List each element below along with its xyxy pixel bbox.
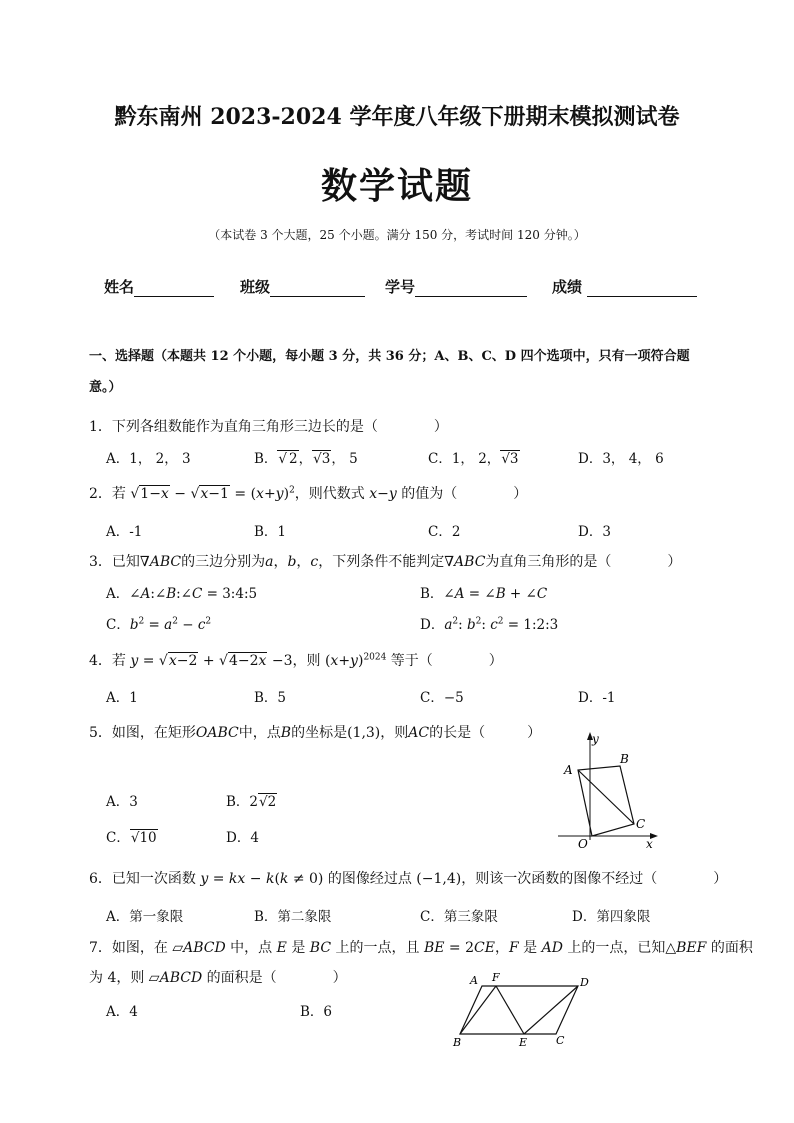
exam-note: （本试卷 3 个大题，25 个小题。满分 150 分，考试时间 120 分钟。） (208, 228, 586, 242)
question-5-stem: 5．如图，在矩形OABC中，点B的坐标是(1,3)，则AC的长是（ ） (89, 725, 542, 741)
name-label: 姓名 (104, 278, 135, 296)
q1-option-a: A．1， 2， 3 (106, 451, 191, 467)
fig7-label-b: B (453, 1036, 462, 1049)
q3-option-a: A．∠A:∠B:∠C = 3:4:5 (106, 586, 258, 602)
fig5-label-y: y (592, 732, 599, 746)
fig7-label-f: F (492, 971, 500, 984)
section-heading: 一、选择题（本题共 12 个小题，每小题 3 分，共 36 分；A、B、C、D 四个选项中，只有一项符合题 (89, 349, 690, 364)
class-label: 班级 (240, 278, 271, 296)
student-id-field (385, 276, 527, 297)
question-6-stem: 6．已知一次函数 y = kx − k(k ≠ 0) 的图像经过点 (−1,4)，则该一次函数的图像不经过（ ） (89, 871, 728, 887)
name-field (104, 276, 214, 297)
fig5-label-x: x (646, 837, 653, 851)
q7-option-b: B．6 (300, 1004, 333, 1020)
fig5-label-c: C (636, 817, 646, 831)
q3-option-d: D．$a^2$: $b^2$: $c^2$ = 1:2:3 (420, 616, 559, 633)
fig7-label-c: C (556, 1034, 565, 1047)
student-id-label: 学号 (385, 278, 416, 296)
q2-option-d: D．3 (578, 524, 611, 540)
q4-option-a: A．1 (106, 690, 138, 706)
q2-option-a: A．-1 (106, 524, 143, 540)
fig7-label-d: D (580, 976, 589, 989)
q6-option-d: D．第四象限 (572, 909, 651, 925)
question-1-stem: 1．下列各组数能作为直角三角形三边长的是（ ） (89, 419, 448, 435)
q2-option-b: B．1 (254, 524, 287, 540)
student-id-blank[interactable] (415, 280, 527, 297)
q4-option-b: B．5 (254, 690, 287, 706)
q4-option-c: C．−5 (420, 690, 464, 706)
exam-title: 黔东南州 2023-2024 学年度八年级下册期末模拟测试卷 (114, 104, 680, 130)
q3-option-c: C．$b^2 = a^2 - c^2$ (106, 616, 212, 633)
class-field (240, 276, 365, 297)
score-field (552, 276, 697, 297)
q5-option-b: B．2√2 (226, 794, 277, 810)
class-blank[interactable] (270, 280, 365, 297)
q4-option-d: D．-1 (578, 690, 616, 706)
q1-option-d: D．3， 4， 6 (578, 451, 664, 467)
q3-option-b: B．∠A = ∠B + ∠C (420, 586, 548, 602)
question-2-stem: 2．若 $√1-x - √x-1 = (x+y)^2$，则代数式 x−y 的值为（ ） (89, 485, 528, 502)
q5-option-d: D．4 (226, 830, 259, 846)
q5-option-a: A．3 (106, 794, 138, 810)
subject-title: 数学试题 (320, 166, 473, 207)
fig5-label-b: B (620, 752, 629, 766)
question-7-stem-cont: 为 4，则 ▱ABCD 的面积是（ ） (89, 970, 347, 986)
question-4-stem: 4．若 y = √x−2 + √4−2x −3，则 $(x+y)^{2024}$ 等于（ ） (89, 652, 503, 669)
q1-option-c: C．1， 2，√3 (428, 451, 519, 467)
q7-option-a: A．4 (106, 1004, 138, 1020)
q6-option-c: C．第三象限 (420, 909, 498, 925)
score-label: 成绩 (552, 278, 583, 296)
section-heading-cont: 意。） (89, 380, 122, 395)
q2-option-c: C．2 (428, 524, 461, 540)
name-blank[interactable] (134, 280, 214, 297)
q7-figure (448, 970, 598, 1050)
fig5-label-a: A (564, 763, 573, 777)
q5-figure (548, 728, 666, 852)
q1-option-b: B．√ 2，√3， 5 (254, 451, 358, 467)
q6-option-a: A．第一象限 (106, 909, 184, 925)
fig5-label-o: O (578, 837, 588, 851)
question-3-stem: 3．已知∇ABC的三边分别为a，b，c，下列条件不能判定∇ABC为直角三角形的是（ ） (89, 554, 682, 570)
question-7-stem: 7．如图，在 ▱ABCD 中，点 E 是 BC 上的一点，且 BE = 2CE，F 是 AD 上的一点，已知△BEF 的面积 (89, 940, 753, 956)
fig7-label-e: E (519, 1036, 528, 1049)
q5-option-c: C．√10 (106, 830, 157, 846)
fig7-label-a: A (470, 974, 478, 987)
q6-option-b: B．第二象限 (254, 909, 332, 925)
score-blank[interactable] (587, 280, 697, 297)
